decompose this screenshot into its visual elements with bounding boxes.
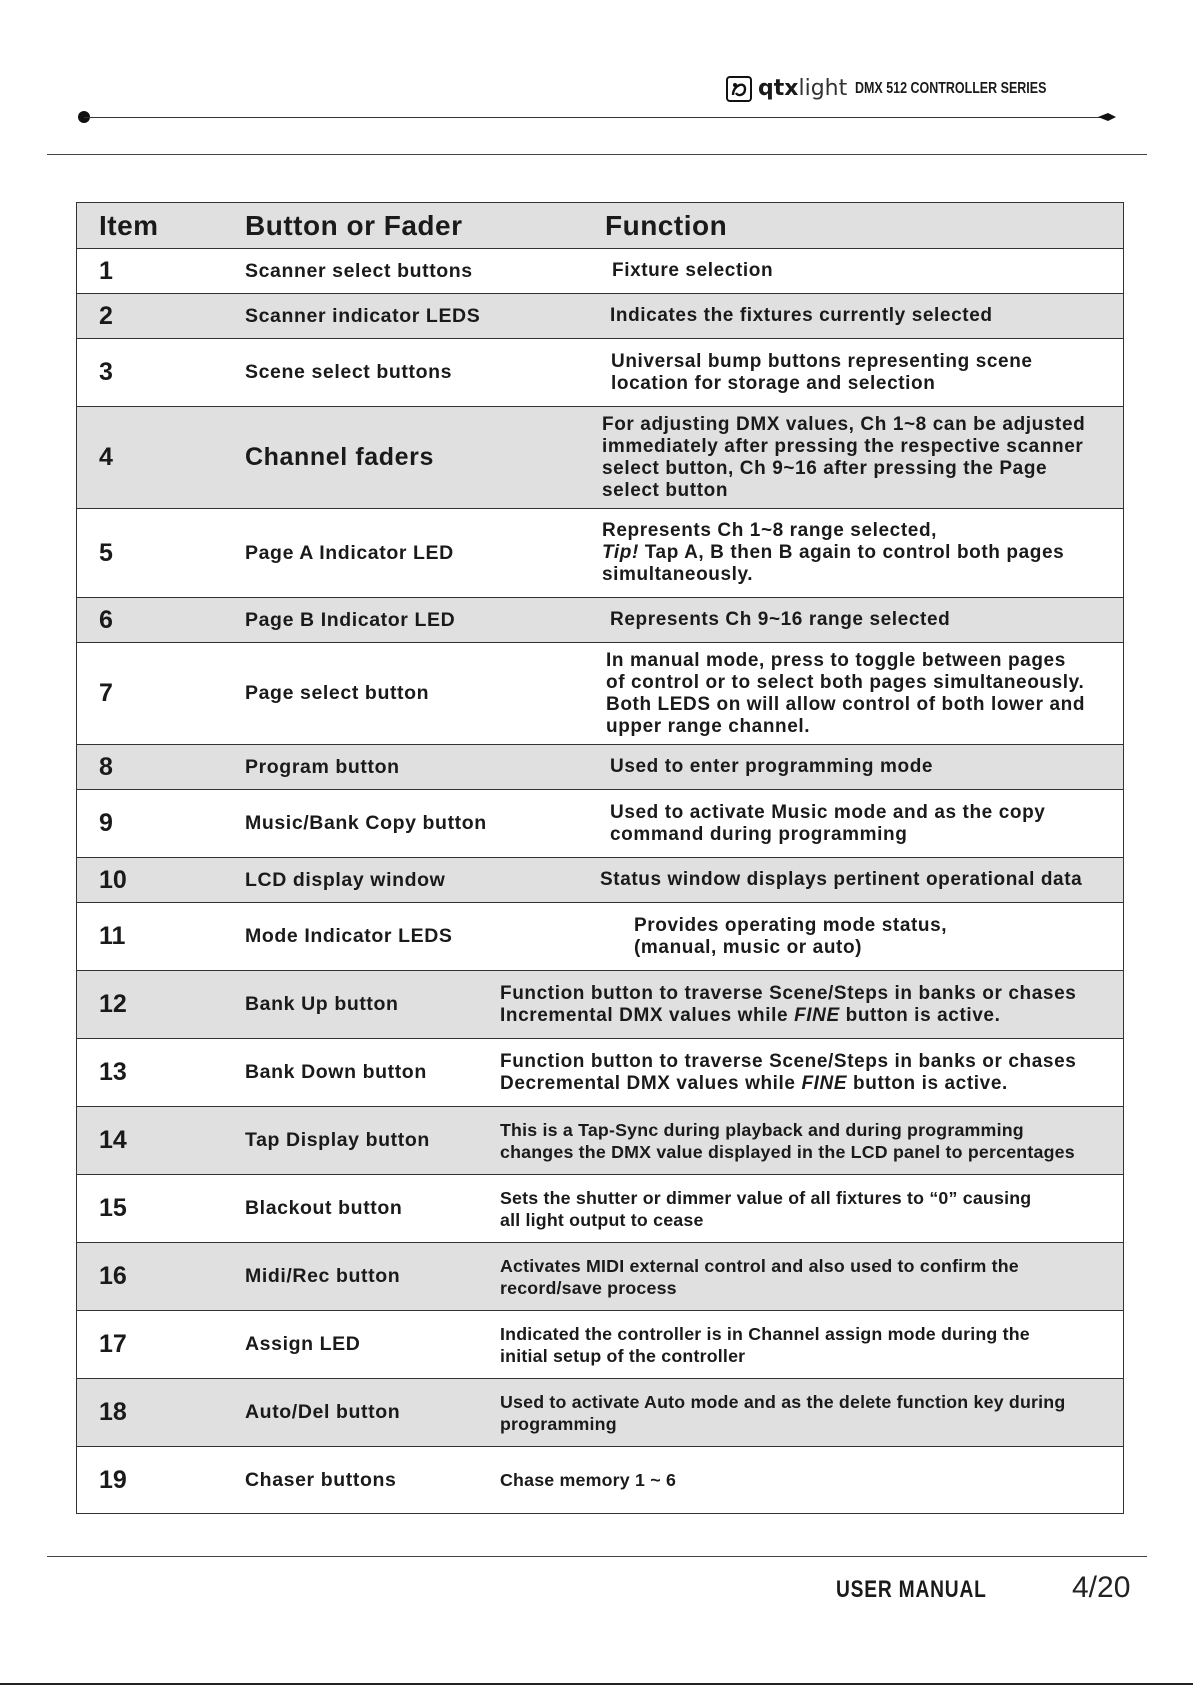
function-text: Chase memory 1 ~ 6	[500, 1470, 677, 1490]
item-number: 2	[99, 301, 113, 330]
item-number: 8	[99, 752, 113, 781]
control-name: Scene select buttons	[245, 361, 453, 383]
table-row	[77, 338, 1123, 406]
item-number: 5	[99, 538, 113, 567]
function-text: In manual mode, press to toggle between pages of control or to select both pages simultaneously. Both LEDS on will allow control of both lower and upper range channel.	[606, 649, 1086, 737]
function-text: Status window displays pertinent operational data	[600, 869, 1083, 890]
item-number: 12	[99, 990, 127, 1018]
control-name: Bank Down button	[245, 1061, 427, 1083]
item-number: 7	[99, 679, 113, 707]
item-number: 15	[99, 1194, 127, 1222]
function-text: Used to enter programming mode	[610, 756, 934, 777]
fine-label: FINE	[794, 1004, 840, 1026]
function-text: Represents Ch 9~16 range selected	[610, 609, 951, 630]
control-name: Auto/Del button	[245, 1401, 401, 1423]
table-row	[77, 248, 1123, 293]
table-row	[77, 597, 1123, 642]
function-text: Universal bump buttons representing scene location for storage and selection	[611, 350, 1033, 394]
function-text: Function button to traverse Scene/Steps in banks or chases Decremental DMX values while FINE button is active.	[500, 1050, 1077, 1094]
control-name: Chaser buttons	[245, 1468, 397, 1491]
control-name: Music/Bank Copy button	[245, 812, 487, 834]
function-table	[76, 202, 1124, 1514]
item-number: 13	[99, 1058, 127, 1086]
item-number: 10	[99, 865, 127, 894]
control-name: Bank Up button	[245, 993, 399, 1015]
function-text: Provides operating mode status, (manual, music or auto)	[634, 914, 948, 958]
table-row	[77, 642, 1123, 744]
function-text: This is a Tap-Sync during playback and during programming changes the DMX value displayed in the LCD panel to percentages	[500, 1119, 1075, 1162]
table-row	[77, 406, 1123, 508]
item-number: 3	[99, 358, 113, 386]
function-text: Activates MIDI external control and also used to confirm the record/save process	[500, 1255, 1019, 1298]
item-number: 6	[99, 605, 113, 634]
fine-label: FINE	[801, 1072, 848, 1094]
control-name: Scanner select buttons	[245, 259, 473, 282]
page-number: 4/20	[1072, 1571, 1131, 1604]
column-header-function: Function	[605, 209, 728, 241]
table-row	[77, 293, 1123, 338]
table-row	[77, 1378, 1123, 1446]
brand-wordmark: qtxlight	[758, 76, 848, 101]
control-name: Program button	[245, 755, 400, 778]
control-name: LCD display window	[245, 868, 446, 891]
function-text: Indicated the controller is in Channel assign mode during the initial setup of the controller	[500, 1323, 1030, 1366]
footer-divider	[47, 1556, 1147, 1557]
item-number: 18	[99, 1398, 127, 1426]
item-number: 4	[99, 443, 113, 471]
table-row	[77, 970, 1123, 1038]
column-header-item: Item	[99, 209, 159, 241]
column-header-button: Button or Fader	[245, 209, 463, 241]
control-name: Blackout button	[245, 1197, 403, 1219]
header-rule	[84, 117, 1114, 118]
table-row	[77, 508, 1123, 597]
item-number: 19	[99, 1465, 127, 1494]
control-name: Page A Indicator LED	[245, 541, 454, 564]
function-text: For adjusting DMX values, Ch 1~8 can be adjusted immediately after pressing the respective scanner select button, Ch 9~16 after pressing the Page select button	[602, 413, 1086, 501]
control-name: Page B Indicator LED	[245, 608, 456, 631]
item-number: 16	[99, 1262, 127, 1290]
function-text: Function button to traverse Scene/Steps in banks or chases Incremental DMX values while FINE button is active.	[500, 982, 1077, 1026]
control-name: Tap Display button	[245, 1129, 430, 1151]
function-text: Represents Ch 1~8 range selected, Tip! Tap A, B then B again to control both pages simultaneously.	[602, 520, 1065, 585]
item-number: 1	[99, 256, 113, 285]
header-divider	[47, 154, 1147, 155]
control-name: Midi/Rec button	[245, 1265, 401, 1287]
table-header-row	[77, 203, 1123, 248]
table-row	[77, 902, 1123, 970]
function-text: Used to activate Music mode and as the copy command during programming	[610, 801, 1046, 845]
function-text: Fixture selection	[612, 260, 774, 281]
function-text: Indicates the fixtures currently selected	[610, 305, 993, 326]
control-name: Channel faders	[245, 443, 435, 471]
function-text: Sets the shutter or dimmer value of all fixtures to “0” causing all light output to cease	[500, 1187, 1032, 1230]
item-number: 9	[99, 809, 113, 837]
control-name: Scanner indicator LEDS	[245, 304, 481, 327]
table-row	[77, 1242, 1123, 1310]
series-title: DMX 512 CONTROLLER SERIES	[855, 80, 1047, 97]
control-name: Mode Indicator LEDS	[245, 925, 453, 947]
tip-label: Tip!	[602, 542, 639, 563]
item-number: 14	[99, 1126, 127, 1154]
table-row	[77, 1038, 1123, 1106]
table-row	[77, 744, 1123, 789]
footer-label: USER MANUAL	[836, 1576, 987, 1603]
item-number: 17	[99, 1330, 127, 1358]
table-row	[77, 1174, 1123, 1242]
table-row	[77, 1310, 1123, 1378]
table-row	[77, 857, 1123, 902]
control-name: Assign LED	[245, 1333, 361, 1355]
brand-logo-icon	[726, 76, 752, 102]
rule-end-arrow-icon	[1098, 112, 1116, 122]
function-text: Used to activate Auto mode and as the delete function key during programming	[500, 1391, 1066, 1434]
table-row	[77, 1106, 1123, 1174]
table-row	[77, 789, 1123, 857]
item-number: 11	[99, 922, 126, 950]
header-brand	[726, 74, 1101, 104]
control-name: Page select button	[245, 682, 430, 704]
table-row	[77, 1446, 1123, 1513]
